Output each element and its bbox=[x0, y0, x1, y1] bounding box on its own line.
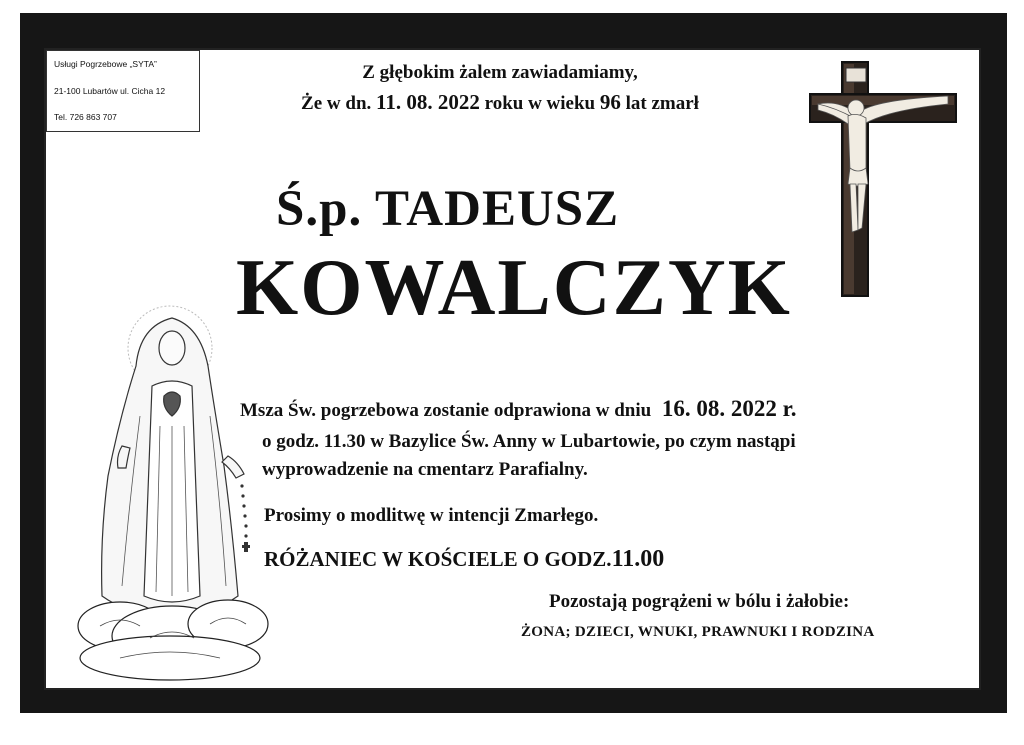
age-value: 96 bbox=[599, 90, 621, 114]
mass-line-1 bbox=[240, 396, 797, 422]
prayer-request: Prosimy o modlitwę w intencji Zmarłego. bbox=[264, 505, 599, 526]
funeral-home-address: 21-100 Lubartów ul. Cicha 12 bbox=[54, 86, 166, 96]
mass-line-2: o godz. 11.30 w Bazylice Św. Anny w Lubartowie, po czym nastąpi bbox=[262, 431, 796, 452]
funeral-home-phone: Tel. 726 863 707 bbox=[54, 112, 117, 122]
announcement-prefix: Że w dn. bbox=[301, 93, 372, 114]
announcement-line-2 bbox=[200, 90, 800, 115]
crucifix-image bbox=[808, 60, 958, 298]
madonna-illustration bbox=[60, 296, 275, 688]
mass-date: 16. 08. 2022 r. bbox=[661, 396, 797, 421]
mass-line-3: wyprowadzenie na cmentarz Parafialny. bbox=[262, 459, 588, 480]
announcement-line-1: Z głębokim żalem zawiadamiamy, bbox=[362, 62, 638, 83]
mourners-family: ŻONA; DZIECI, WNUKI, PRAWNUKI I RODZINA bbox=[521, 624, 875, 640]
funeral-home-info-box bbox=[46, 50, 200, 132]
rosary-time: 11.00 bbox=[611, 546, 665, 572]
announcement-middle: roku w wieku bbox=[484, 93, 596, 114]
rosary-announcement bbox=[264, 546, 664, 573]
mass-announcement: Msza Św. pogrzebowa zostanie odprawiona w dniu bbox=[240, 400, 652, 421]
death-date: 11. 08. 2022 bbox=[376, 90, 480, 114]
mourners-intro: Pozostają pogrążeni w bólu i żałobie: bbox=[549, 591, 850, 612]
deceased-title-and-first-name: Ś.p. TADEUSZ bbox=[276, 181, 620, 237]
rosary-text: RÓŻANIEC W KOŚCIELE O GODZ. bbox=[264, 547, 612, 571]
announcement-suffix: lat zmarł bbox=[625, 93, 699, 114]
funeral-home-name: Usługi Pogrzebowe „SYTA” bbox=[54, 59, 157, 69]
deceased-surname: KOWALCZYK bbox=[236, 244, 792, 332]
